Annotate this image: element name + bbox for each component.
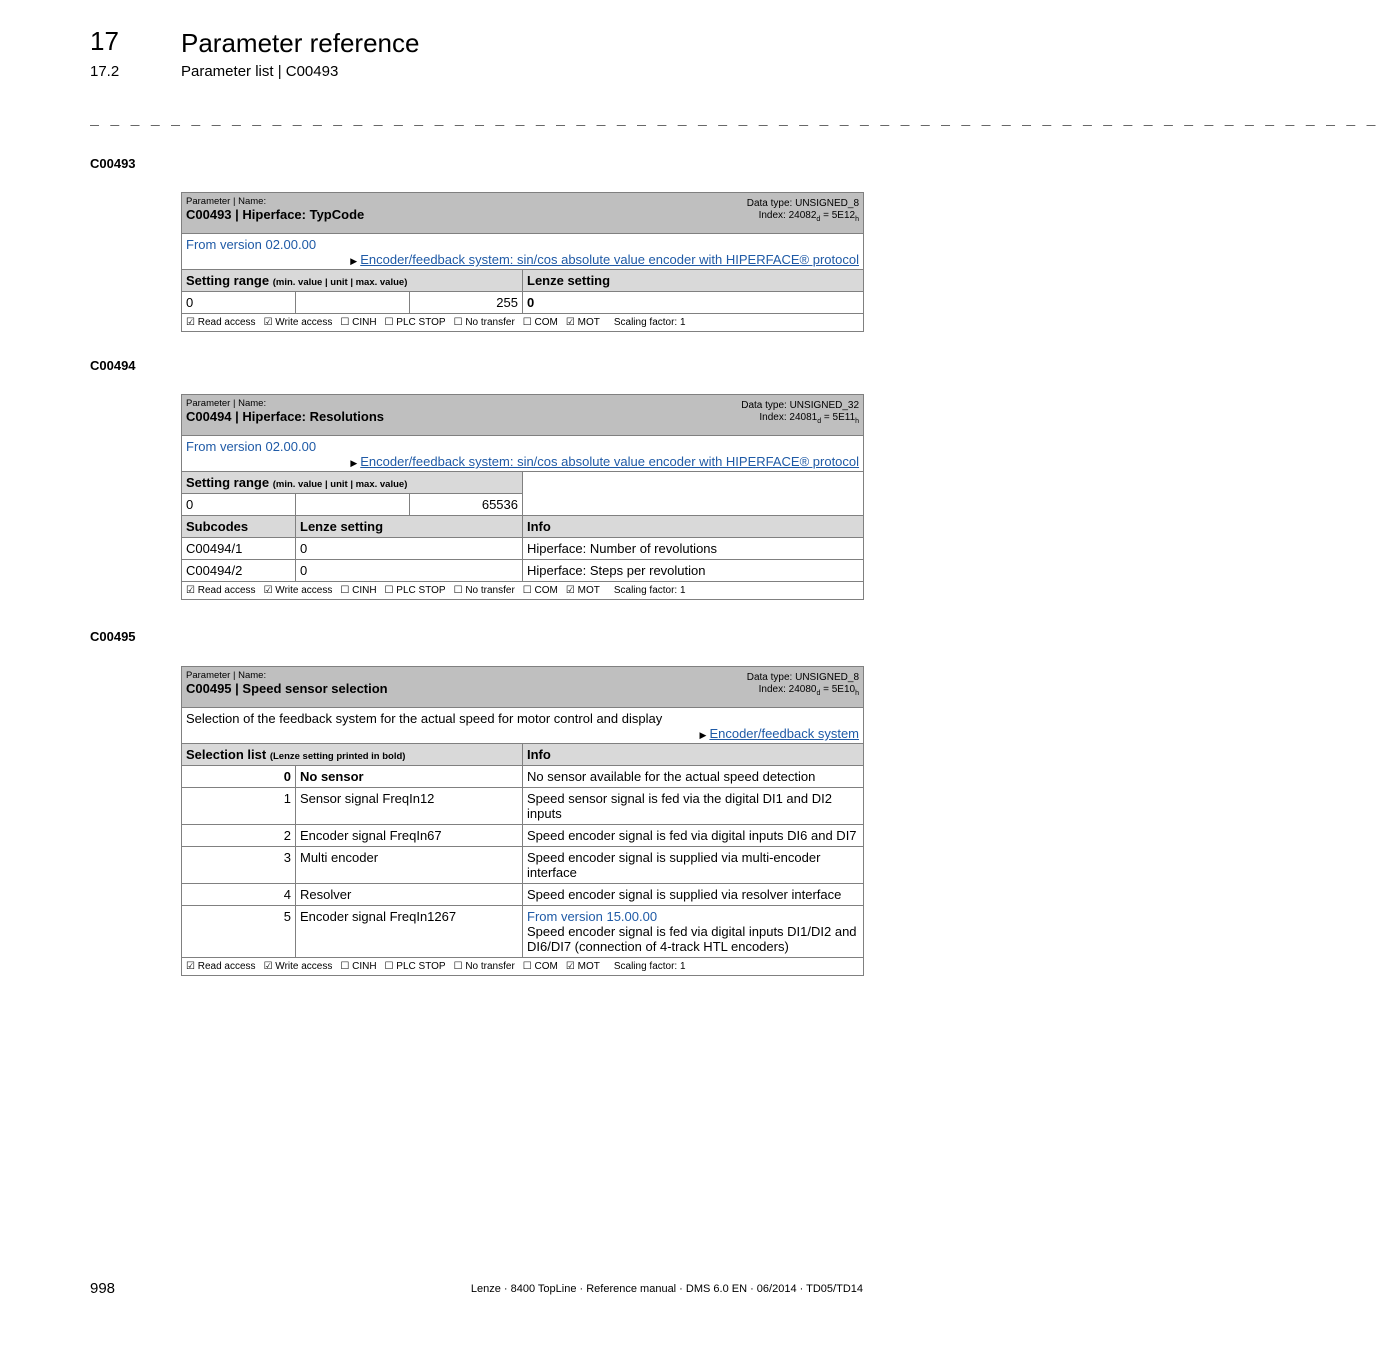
from-version: From version 02.00.00 [186, 439, 317, 454]
param-table-c00495 [181, 666, 864, 976]
param-table-c00494 [181, 394, 864, 600]
setting-range-subheader: (min. value | unit | max. value) [272, 277, 408, 288]
info-text: Speed encoder signal is fed via digital inputs DI6 and DI7 [523, 825, 864, 847]
document-info: Lenze · 8400 TopLine · Reference manual · DMS 6.0 EN · 06/2014 · TD05/TD14 [470, 1283, 863, 1295]
lenze-value: 0 [296, 560, 523, 582]
info-text: Speed sensor signal is fed via the digital DI1 and DI2 inputs [523, 788, 864, 825]
subcode: C00494/2 [182, 560, 296, 582]
selection-list-subheader: (Lenze setting printed in bold) [269, 751, 406, 762]
param-description: Selection of the feedback system for the actual speed for motor control and display [186, 711, 663, 726]
table-row [182, 788, 864, 825]
param-name: C00493 | Hiperface: TypCode [186, 207, 365, 222]
min-value: 0 [182, 494, 296, 516]
access-flags: ☑ Read access ☑ Write access ☐ CINH ☐ PLC STOP ☐ No transfer ☐ COM ☑ MOT Scaling factor: 1 [182, 582, 864, 600]
selection-name: Encoder signal FreqIn67 [296, 825, 523, 847]
encoder-feedback-link[interactable]: Encoder/feedback system [709, 726, 860, 741]
table-row [182, 884, 864, 906]
param-name-label: Parameter | Name: [186, 670, 267, 681]
lenze-setting-header: Lenze setting [296, 516, 523, 538]
min-value: 0 [182, 292, 296, 314]
info-text: Speed encoder signal is supplied via multi-encoder interface [523, 847, 864, 884]
info-header: Info [523, 744, 864, 766]
arrow-right-icon: ▶ [699, 730, 707, 740]
index: Index: $24082_d = 5E12_h$ [758, 210, 859, 223]
selection-number: 1 [182, 788, 296, 825]
arrow-right-icon: ▶ [350, 256, 358, 266]
max-value: 65536 [410, 494, 523, 516]
selection-list-header: Selection list [186, 747, 267, 762]
param-heading-c00494: C00494 [90, 358, 136, 373]
index: Index: $24081_d = 5E11_h$ [759, 412, 860, 425]
setting-range-header: Setting range [186, 273, 270, 288]
data-type: Data type: UNSIGNED_8 [746, 672, 860, 683]
from-version: From version 15.00.00 [527, 909, 658, 924]
selection-name: Encoder signal FreqIn1267 [296, 906, 523, 958]
selection-number: 5 [182, 906, 296, 958]
from-version: From version 02.00.00 [186, 237, 317, 252]
param-table-c00493 [181, 192, 864, 332]
hiperface-link[interactable]: Encoder/feedback system: sin/cos absolute value encoder with HIPERFACE® protocol [360, 252, 859, 267]
chapter-title: Parameter reference [181, 28, 420, 58]
info-text: Speed encoder signal is supplied via resolver interface [523, 884, 864, 906]
section-title: Parameter list | C00493 [181, 63, 339, 80]
access-flags: ☑ Read access ☑ Write access ☐ CINH ☐ PLC STOP ☐ No transfer ☐ COM ☑ MOT Scaling factor: 1 [182, 314, 864, 332]
info-cell [523, 906, 864, 958]
info-text: Hiperface: Number of revolutions [523, 538, 864, 560]
lenze-setting-header: Lenze setting [523, 270, 864, 292]
unit-value [296, 494, 410, 516]
arrow-right-icon: ▶ [350, 458, 358, 468]
data-type: Data type: UNSIGNED_32 [741, 400, 860, 411]
setting-range-header: Setting range [186, 475, 270, 490]
chapter-number: 17 [90, 26, 119, 56]
param-heading-c00495: C00495 [90, 629, 136, 644]
selection-number: 3 [182, 847, 296, 884]
table-row [182, 825, 864, 847]
access-flags: ☑ Read access ☑ Write access ☐ CINH ☐ PLC STOP ☐ No transfer ☐ COM ☑ MOT Scaling factor: 1 [182, 958, 864, 976]
subcode: C00494/1 [182, 538, 296, 560]
param-name: C00494 | Hiperface: Resolutions [186, 409, 384, 424]
selection-number: 2 [182, 825, 296, 847]
setting-range-subheader: (min. value | unit | max. value) [272, 479, 408, 490]
subcodes-header: Subcodes [182, 516, 296, 538]
param-name-label: Parameter | Name: [186, 398, 267, 409]
table-row [182, 847, 864, 884]
selection-number: 0 [182, 766, 296, 788]
section-number: 17.2 [90, 63, 120, 80]
info-header: Info [523, 516, 864, 538]
selection-number: 4 [182, 884, 296, 906]
param-heading-c00493: C00493 [90, 156, 136, 171]
header-divider: _ _ _ _ _ _ _ _ _ _ _ _ _ _ _ _ _ _ _ _ _ _ _ _ _ _ _ _ _ _ _ _ _ _ _ _ _ _ _ _ _ _ _ _ _ _ _ _ _ _ _ _ _ _ _ _ _ _ _ _ _ _ _ _ [90, 108, 1377, 126]
index: Index: $24080_d = 5E10_h$ [758, 684, 860, 697]
max-value: 255 [410, 292, 523, 314]
param-name: C00495 | Speed sensor selection [186, 681, 388, 696]
table-row [182, 538, 864, 560]
lenze-setting-value: 0 [523, 292, 864, 314]
table-row [182, 766, 864, 788]
selection-name: Sensor signal FreqIn12 [296, 788, 523, 825]
selection-name: No sensor [296, 766, 523, 788]
page-number: 998 [90, 1280, 116, 1297]
info-text: Speed encoder signal is fed via digital inputs DI1/DI2 and DI6/DI7 (connection of 4-track HTL encoders) [527, 924, 857, 954]
hiperface-link[interactable]: Encoder/feedback system: sin/cos absolute value encoder with HIPERFACE® protocol [360, 454, 860, 469]
info-text: Hiperface: Steps per revolution [523, 560, 864, 582]
unit-value [296, 292, 410, 314]
table-row [182, 906, 864, 958]
selection-name: Resolver [296, 884, 523, 906]
lenze-value: 0 [296, 538, 523, 560]
param-name-label: Parameter | Name: [186, 196, 267, 207]
info-text: No sensor available for the actual speed detection [523, 766, 864, 788]
table-row [182, 560, 864, 582]
data-type: Data type: UNSIGNED_8 [746, 198, 859, 209]
selection-name: Multi encoder [296, 847, 523, 884]
